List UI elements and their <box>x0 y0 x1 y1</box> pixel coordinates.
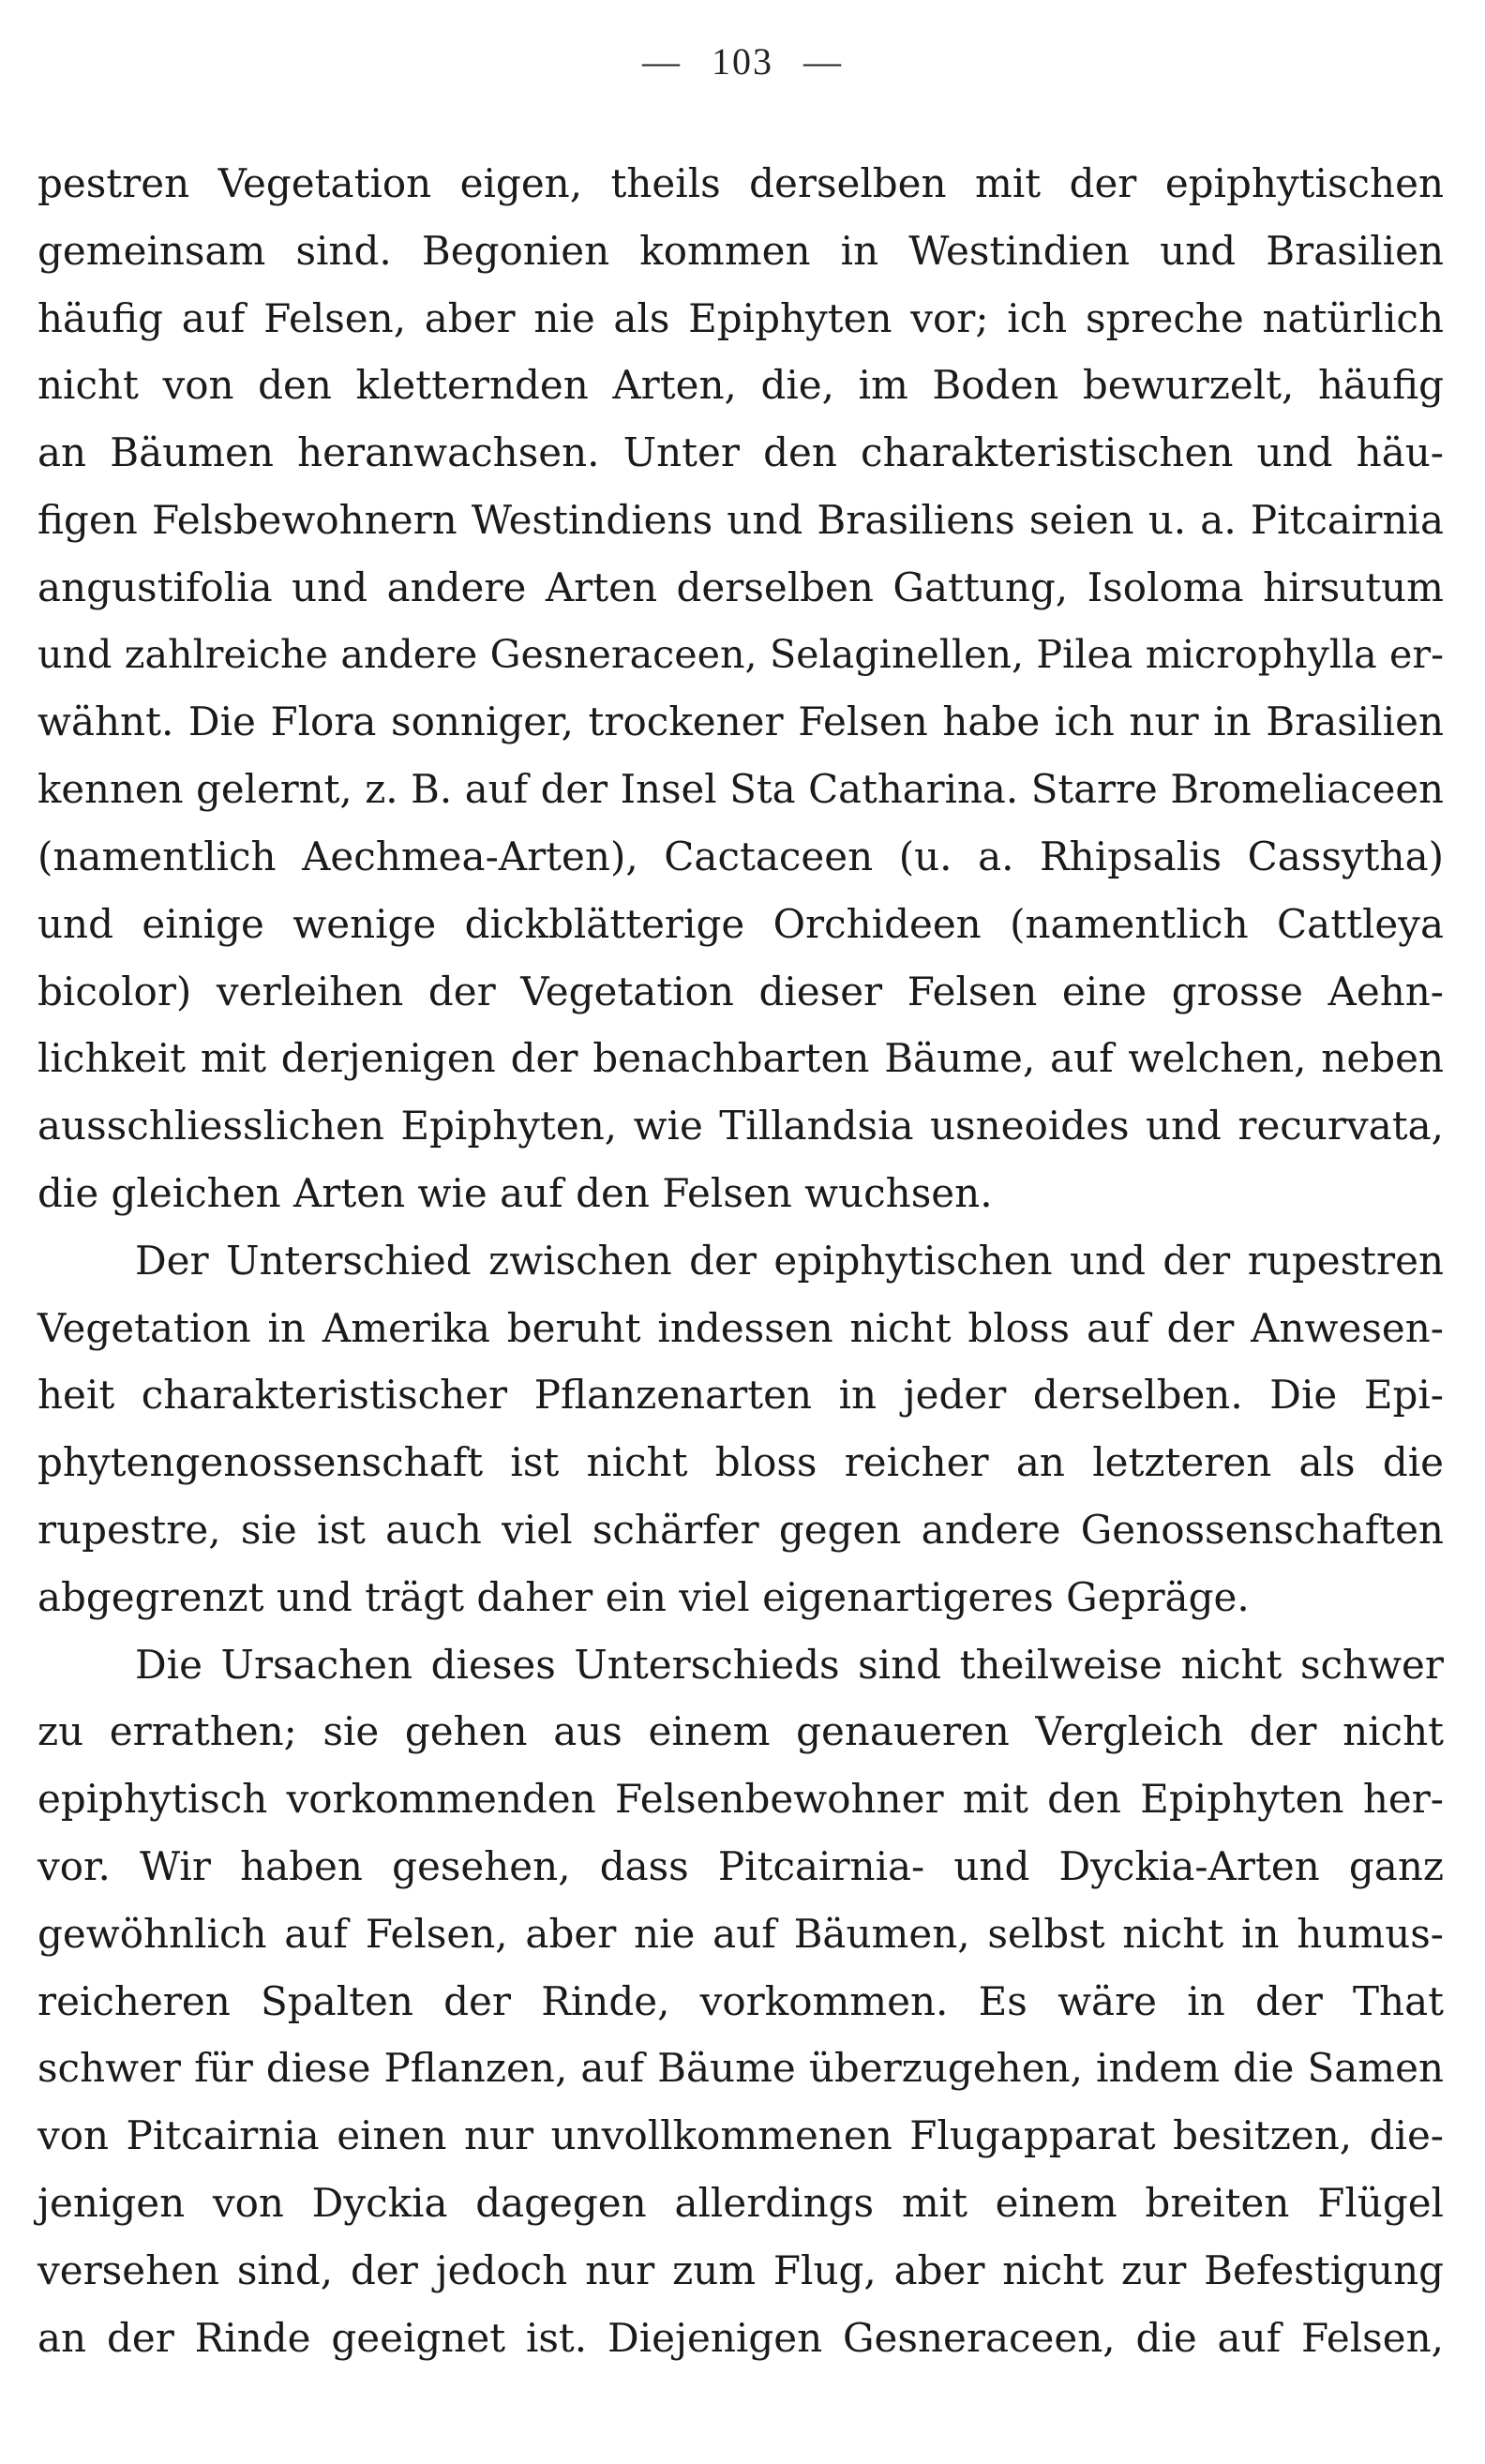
text-line: jenigen von Dyckia dagegen allerdings mit einem breiten Flügel <box>38 2179 1444 2226</box>
text-line: figen Felsbewohnern Westindiens und Brasiliens seien u. a. Pitcairnia <box>38 496 1444 543</box>
text-line: nicht von den kletternden Arten, die, im Boden bewurzelt, häufig <box>38 362 1444 409</box>
text-line: bicolor) verleihen der Vegetation dieser Felsen eine grosse Aehn- <box>38 968 1444 1014</box>
text-line: wähnt. Die Flora sonniger, trockener Felsen habe ich nur in Brasilien <box>38 699 1444 745</box>
page-number-header <box>0 39 1485 83</box>
text-line: und einige wenige dickblätterige Orchideen (namentlich Cattleya <box>38 900 1444 947</box>
text-line: (namentlich Aechmea-Arten), Cactaceen (u. a. Rhipsalis Cassytha) <box>38 833 1444 879</box>
text-line: und zahlreiche andere Gesneraceen, Selaginellen, Pilea microphylla er- <box>38 631 1444 677</box>
text-line: schwer für diese Pflanzen, auf Bäume überzugehen, indem die Samen <box>38 2045 1444 2092</box>
text-line: an Bäumen heranwachsen. Unter den charakteristischen und häu- <box>38 429 1444 476</box>
text-line: angustifolia und andere Arten derselben Gattung, Isoloma hirsutum <box>38 563 1444 610</box>
text-line-paragraph-start: Die Ursachen dieses Unterschieds sind theilweise nicht schwer <box>135 1641 1444 1688</box>
text-line: versehen sind, der jedoch nur zum Flug, aber nicht zur Befestigung <box>38 2246 1444 2293</box>
text-line: vor. Wir haben gesehen, dass Pitcairnia- und Dyckia-Arten ganz <box>38 1842 1444 1889</box>
header-dash-left: — <box>642 40 682 83</box>
text-line: rupestre, sie ist auch viel schärfer gegen andere Genossenschaften <box>38 1506 1444 1553</box>
text-line: epiphytisch vorkommenden Felsenbewohner mit den Epiphyten her- <box>38 1776 1444 1823</box>
header-dash-right: — <box>803 40 843 83</box>
text-line-paragraph-end: die gleichen Arten wie auf den Felsen wuchsen. <box>38 1169 993 1216</box>
page-number: 103 <box>712 40 773 83</box>
text-line: zu errathen; sie gehen aus einem genaueren Vergleich der nicht <box>38 1708 1444 1755</box>
text-line: häufig auf Felsen, aber nie als Epiphyten vor; ich spreche natürlich <box>38 294 1444 341</box>
text-line: kennen gelernt, z. B. auf der Insel Sta Catharina. Starre Bromeliaceen <box>38 766 1444 813</box>
text-line: gewöhnlich auf Felsen, aber nie auf Bäumen, selbst nicht in humus- <box>38 1910 1444 1957</box>
text-line: gemeinsam sind. Begonien kommen in Westindien und Brasilien <box>38 227 1444 274</box>
text-line: Vegetation in Amerika beruht indessen nicht bloss auf der Anwesen- <box>38 1304 1444 1351</box>
text-line-paragraph-end: abgegrenzt und trägt daher ein viel eigenartigeres Gepräge. <box>38 1573 1250 1620</box>
body-text <box>38 150 1444 2371</box>
text-line: pestren Vegetation eigen, theils derselben mit der epiphytischen <box>38 160 1444 206</box>
text-line: heit charakteristischer Pflanzenarten in jeder derselben. Die Epi- <box>38 1372 1444 1419</box>
text-line: an der Rinde geeignet ist. Diejenigen Gesneraceen, die auf Felsen, <box>38 2314 1444 2361</box>
text-line: ausschliesslichen Epiphyten, wie Tillandsia usneoides und recurvata, <box>38 1103 1444 1149</box>
text-line-paragraph-start: Der Unterschied zwischen der epiphytischen und der rupestren <box>135 1237 1444 1284</box>
text-line: von Pitcairnia einen nur unvollkommenen Flugapparat besitzen, die- <box>38 2112 1444 2159</box>
text-line: lichkeit mit derjenigen der benachbarten Bäume, auf welchen, neben <box>38 1035 1444 1082</box>
text-line: phytengenossenschaft ist nicht bloss reicher an letzteren als die <box>38 1439 1444 1486</box>
text-line: reicheren Spalten der Rinde, vorkommen. Es wäre in der That <box>38 1977 1444 2024</box>
